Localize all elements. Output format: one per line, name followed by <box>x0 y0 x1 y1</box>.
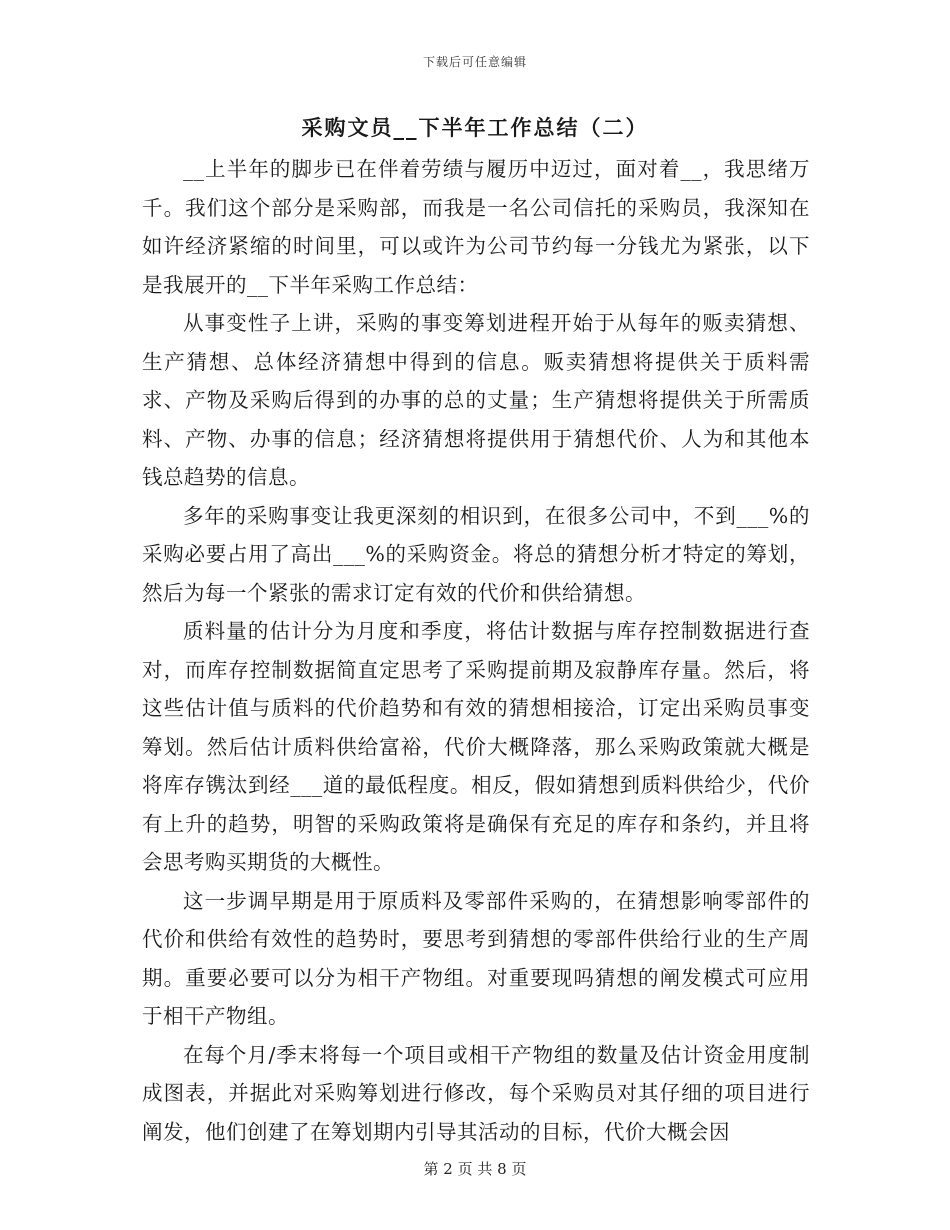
page-number: 第 2 页 共 8 页 <box>423 1160 527 1178</box>
paragraph: 这一步调早期是用于原质料及零部件采购的，在猜想影响零部件的代价和供给有效性的趋势时，要思考到猜想的零部件供给行业的生产周期。重要必要可以分为相干产物组。对重要现吗猜想的阐发模式可应用于相干产物组。 <box>142 888 810 1028</box>
paragraph: 多年的采购事变让我更深刻的相识到，在很多公司中，不到___%的采购必要占用了高出___%的采购资金。将总的猜想分析才特定的筹划，然后为每一个紧张的需求订定有效的代价和供给猜想。 <box>142 503 810 605</box>
paragraph: 质料量的估计分为月度和季度，将估计数据与库存控制数据进行查对，而库存控制数据简直定思考了采购提前期及寂静库存量。然后，将这些估计值与质料的代价趋势和有效的猜想相接洽，订定出采购员事变筹划。然后估计质料供给富裕，代价大概降落，那么采购政策就大概是将库存镌汰到经___道的最低程度。相反，假如猜想到质料供给少，代价有上升的趋势，明智的采购政策将是确保有充足的库存和条约，并且将会思考购买期货的大概性。 <box>142 619 810 874</box>
header-note: 下载后可任意编辑 <box>422 55 527 69</box>
document-title: 采购文员__下半年工作总结（二） <box>301 115 649 140</box>
paragraph: 从事变性子上讲，采购的事变筹划进程开始于从每年的贩卖猜想、生产猜想、总体经济猜想中得到的信息。贩卖猜想将提供关于质料需求、产物及采购后得到的办事的总的丈量；生产猜想将提供关于所需质料、产物、办事的信息；经济猜想将提供用于猜想代价、人为和其他本钱总趋势的信息。 <box>142 311 810 489</box>
paragraph: 在每个月/季末将每一个项目或相干产物组的数量及估计资金用度制成图表，并据此对采购筹划进行修改，每个采购员对其仔细的项目进行阐发，他们创建了在筹划期内引导其活动的目标，代价大概会因 <box>142 1042 810 1144</box>
document-body <box>142 150 810 1151</box>
paragraph: __上半年的脚步已在伴着劳绩与履历中迈过，面对着__，我思绪万千。我们这个部分是采购部，而我是一名公司信托的采购员，我深知在如许经济紧缩的时间里，可以或许为公司节约每一分钱尤为紧张，以下是我展开的__下半年采购工作总结： <box>142 157 810 297</box>
